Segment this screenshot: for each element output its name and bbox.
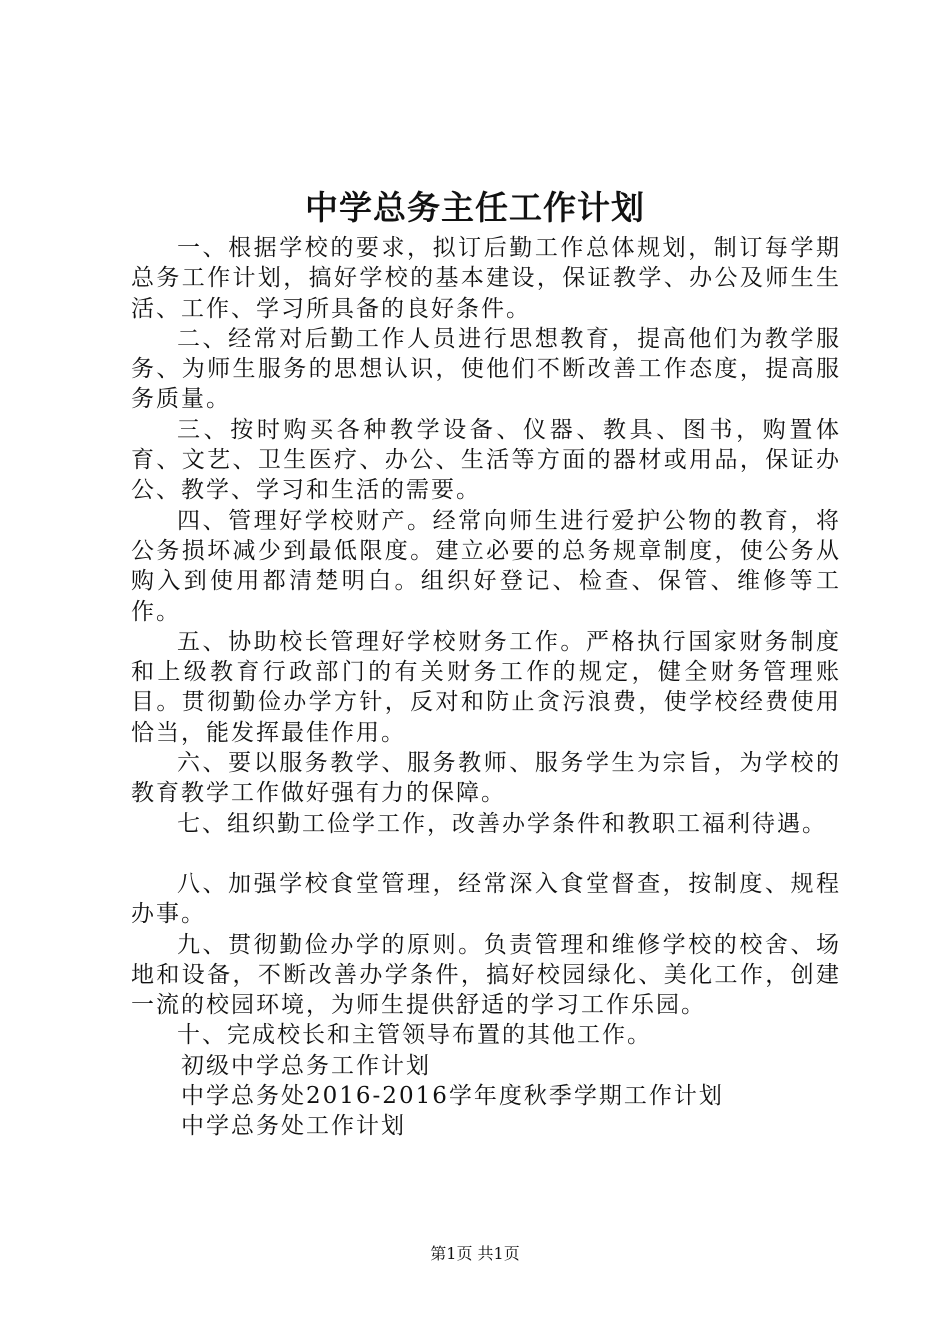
paragraph-3: 三、按时购买各种教学设备、仪器、教具、图书，购置体育、文艺、卫生医疗、办公、生活等方面的器材或用品，保证办公、教学、学习和生活的需要。 bbox=[131, 416, 841, 504]
related-title-3: 中学总务处工作计划 bbox=[181, 1113, 406, 1140]
paragraph-6: 六、要以服务教学、服务教师、服务学生为宗旨，为学校的教育教学工作做好强有力的保障。 bbox=[131, 750, 841, 807]
paragraph-5: 五、协助校长管理好学校财务工作。严格执行国家财务制度和上级教育行政部门的有关财务工作的规定，健全财务管理账目。贯彻勤俭办学方针，反对和防止贪污浪费，使学校经费使用恰当，能发挥最佳作用。 bbox=[131, 628, 841, 746]
related-title-2: 中学总务处2016-2016学年度秋季学期工作计划 bbox=[181, 1083, 724, 1110]
paragraph-10: 十、完成校长和主管领导布置的其他工作。 bbox=[177, 1022, 652, 1049]
document-body bbox=[131, 233, 841, 1142]
document-title: 中学总务主任工作计划 bbox=[305, 188, 645, 227]
page-footer: 第1页 共1页 bbox=[430, 1244, 520, 1263]
related-title-1: 初级中学总务工作计划 bbox=[181, 1052, 431, 1079]
paragraph-8: 八、加强学校食堂管理，经常深入食堂督查，按制度、规程办事。 bbox=[131, 870, 841, 928]
paragraph-7: 七、组织勤工俭学工作，改善办学条件和教职工福利待遇。 bbox=[177, 810, 827, 837]
paragraph-2: 二、经常对后勤工作人员进行思想教育，提高他们为教学服务、为师生服务的思想认识，使他们不断改善工作态度，提高服务质量。 bbox=[131, 325, 841, 413]
paragraph-1: 一、根据学校的要求，拟订后勤工作总体规划，制订每学期总务工作计划，搞好学校的基本建设，保证教学、办公及师生生活、工作、学习所具备的良好条件。 bbox=[131, 235, 841, 322]
paragraph-4: 四、管理好学校财产。经常向师生进行爱护公物的教育，将公务损坏减少到最低限度。建立必要的总务规章制度，使公务从购入到使用都清楚明白。组织好登记、检查、保管、维修等工作。 bbox=[131, 507, 841, 625]
paragraph-9: 九、贯彻勤俭办学的原则。负责管理和维修学校的校舍、场地和设备，不断改善办学条件，搞好校园绿化、美化工作，创建一流的校园环境，为师生提供舒适的学习工作乐园。 bbox=[131, 931, 841, 1019]
